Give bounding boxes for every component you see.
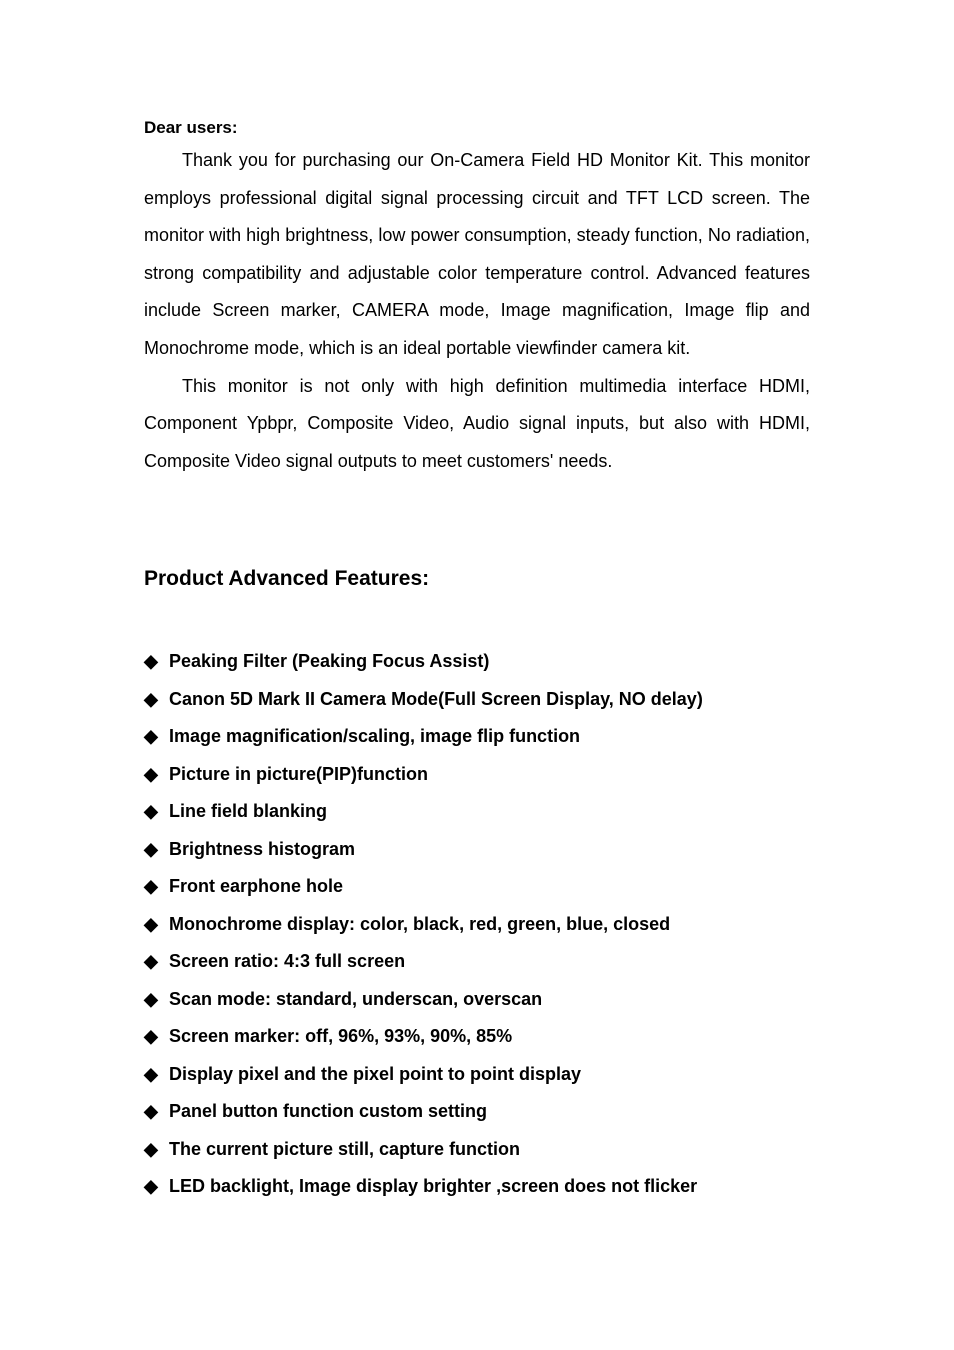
feature-text: LED backlight, Image display brighter ,screen does not flicker xyxy=(169,1176,698,1196)
feature-item xyxy=(144,981,810,1019)
salutation: Dear users: xyxy=(144,118,238,137)
feature-item xyxy=(144,943,810,981)
diamond-bullet-icon: ◆ xyxy=(144,988,158,1009)
feature-text: Scan mode: standard, underscan, overscan xyxy=(169,988,543,1009)
feature-item xyxy=(144,756,810,794)
diamond-bullet-icon: ◆ xyxy=(144,726,158,746)
feature-item xyxy=(144,643,810,681)
diamond-bullet-icon: ◆ xyxy=(144,1138,158,1159)
feature-item xyxy=(144,906,810,944)
feature-item xyxy=(144,831,810,869)
diamond-bullet-icon: ◆ xyxy=(144,951,158,971)
feature-item xyxy=(144,718,810,756)
feature-item xyxy=(144,1168,810,1206)
intro-paragraph: Thank you for purchasing our On-Camera Field HD Monitor Kit. This monitor employs professional digital signal processing circuit and TFT LCD screen. The monitor with high brightness, low power consumption, steady function, No radiation, strong compatibility and adjustable color temperature control. Advanced features include Screen marker, CAMERA mode, Image magnification, Image flip and Monochrome mode, which is an ideal portable viewfinder camera kit. xyxy=(144,150,810,358)
feature-text: Peaking Filter (Peaking Focus Assist) xyxy=(169,651,490,671)
diamond-bullet-icon: ◆ xyxy=(144,763,158,784)
feature-text: Picture in picture(PIP)function xyxy=(169,763,429,784)
feature-text: Image magnification/scaling, image flip function xyxy=(169,726,581,746)
feature-text: Panel button function custom setting xyxy=(169,1101,487,1121)
diamond-bullet-icon: ◆ xyxy=(144,876,158,896)
interfaces-paragraph: This monitor is not only with high definition multimedia interface HDMI, Component Ypbpr, Composite Video, Audio signal inputs, but also with HDMI, Composite Video signal outputs to meet customers' needs. xyxy=(144,375,810,471)
feature-text: Canon 5D Mark II Camera Mode(Full Screen Display, NO delay) xyxy=(169,688,703,709)
diamond-bullet-icon: ◆ xyxy=(144,688,158,709)
feature-text: Display pixel and the pixel point to point display xyxy=(169,1063,582,1084)
feature-text: Screen ratio: 4:3 full screen xyxy=(169,951,406,971)
feature-text: Brightness histogram xyxy=(169,838,356,859)
diamond-bullet-icon: ◆ xyxy=(144,1063,158,1084)
feature-item xyxy=(144,681,810,719)
diamond-bullet-icon: ◆ xyxy=(144,801,158,821)
feature-item xyxy=(144,868,810,906)
features-heading: Product Advanced Features: xyxy=(144,567,430,590)
features-list xyxy=(144,643,810,1206)
diamond-bullet-icon: ◆ xyxy=(144,913,158,934)
feature-item xyxy=(144,1131,810,1169)
diamond-bullet-icon: ◆ xyxy=(144,651,158,671)
document-page xyxy=(144,114,810,1196)
feature-text: Monochrome display: color, black, red, green, blue, closed xyxy=(169,913,671,934)
diamond-bullet-icon: ◆ xyxy=(144,1101,158,1121)
feature-text: Front earphone hole xyxy=(169,876,344,896)
feature-item xyxy=(144,1093,810,1131)
feature-text: The current picture still, capture function xyxy=(169,1138,521,1159)
diamond-bullet-icon: ◆ xyxy=(144,838,158,859)
diamond-bullet-icon: ◆ xyxy=(144,1176,158,1196)
feature-text: Line field blanking xyxy=(169,801,328,821)
feature-text: Screen marker: off, 96%, 93%, 90%, 85% xyxy=(169,1026,513,1046)
feature-item xyxy=(144,793,810,831)
diamond-bullet-icon: ◆ xyxy=(144,1026,158,1046)
feature-item xyxy=(144,1018,810,1056)
feature-item xyxy=(144,1056,810,1094)
